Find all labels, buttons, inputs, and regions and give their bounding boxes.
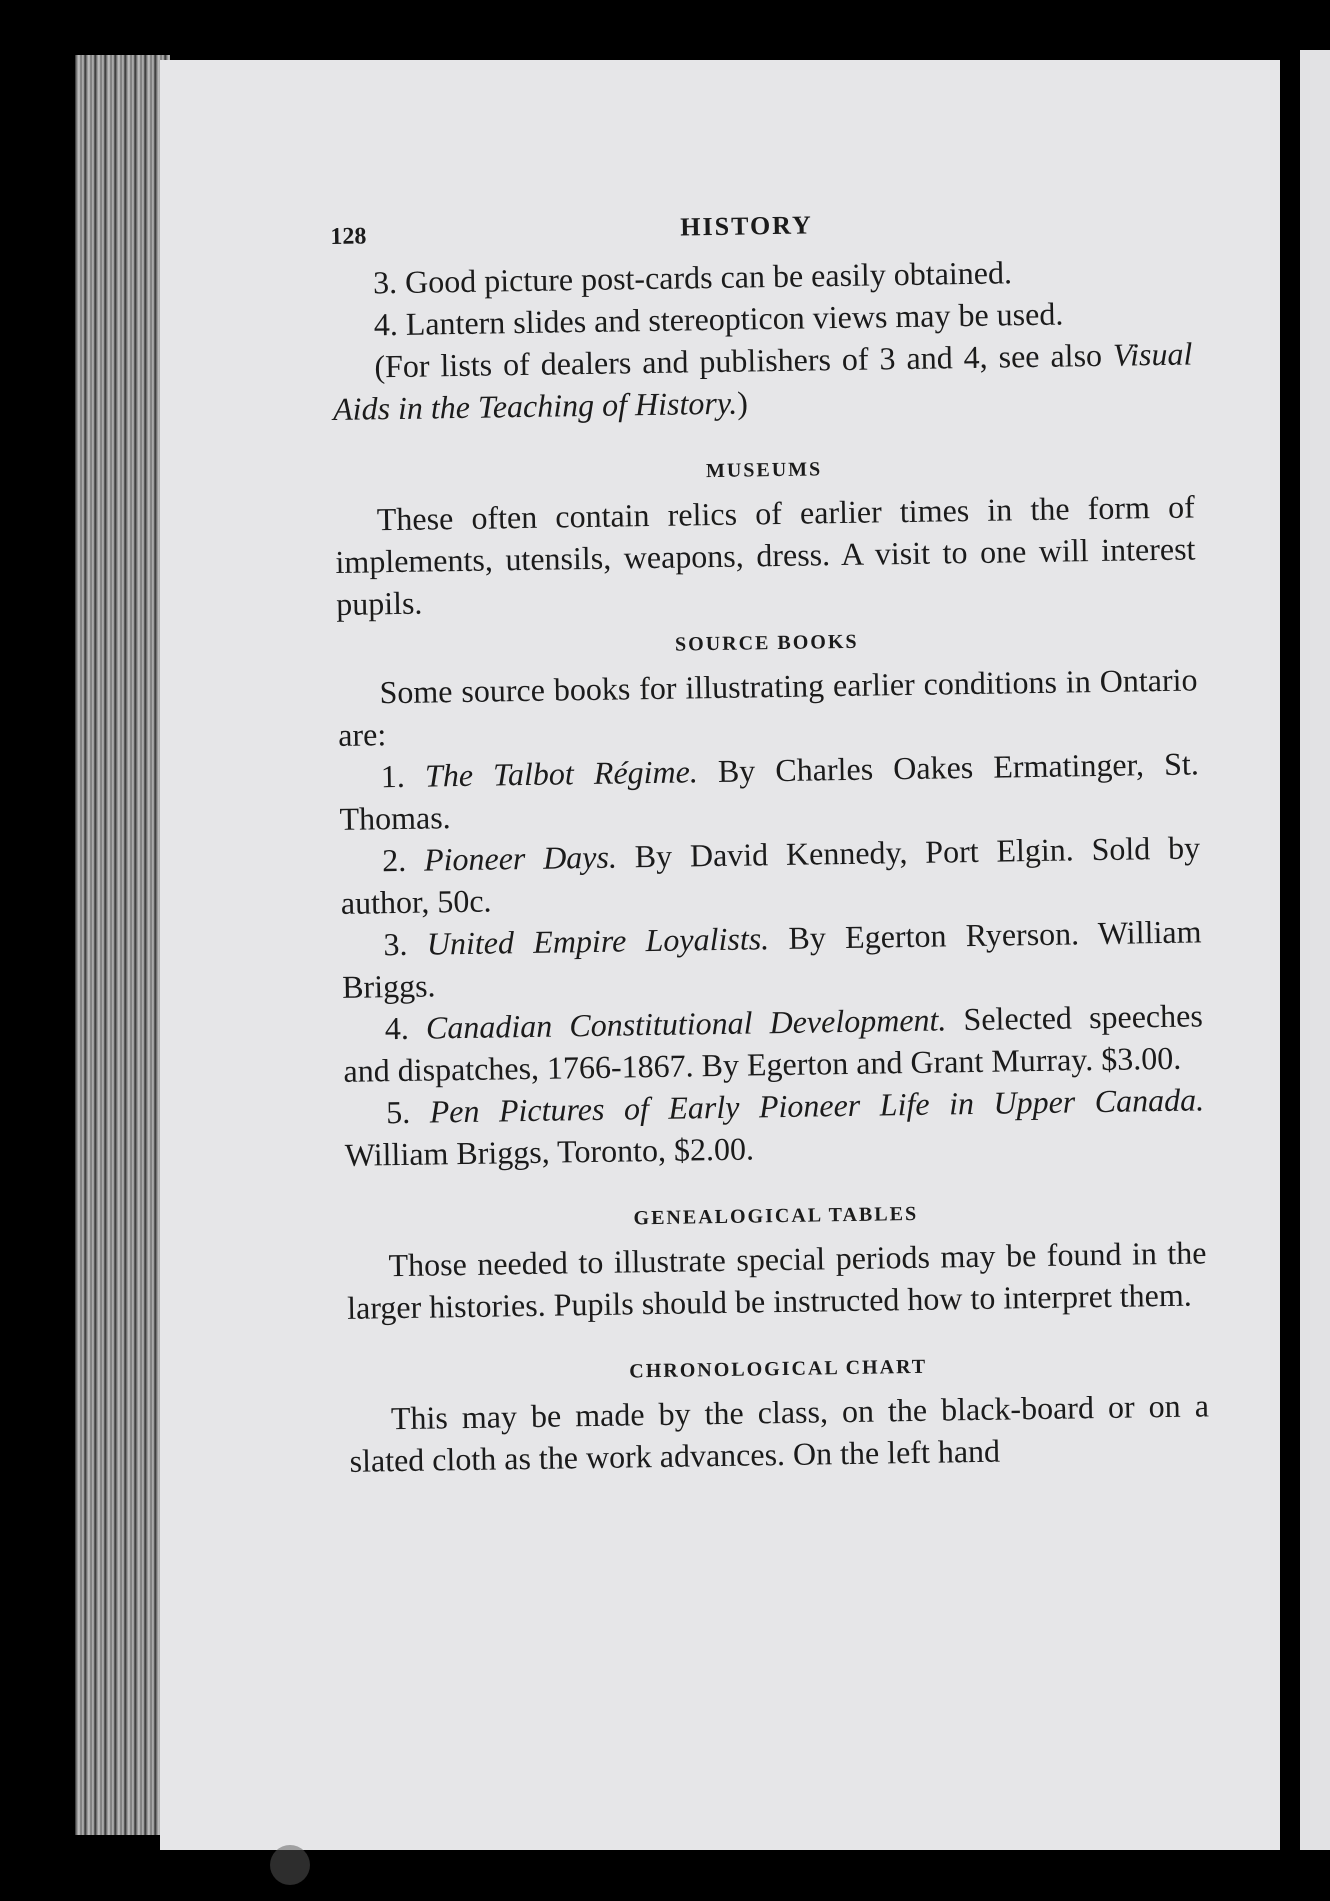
book-title: Canadian Constitutional Development. bbox=[425, 1001, 947, 1046]
genealogical-paragraph: Those needed to illustrate special periods may be found in the larger histories. Pupils should be instructed how to interpret them. bbox=[346, 1234, 1207, 1326]
item-number: 3. bbox=[383, 925, 428, 963]
book-title: Pen Pictures of Early Pioneer Life in Upper Canada. bbox=[429, 1081, 1205, 1130]
source-book-item bbox=[344, 1078, 1205, 1175]
source-book-item bbox=[340, 826, 1201, 923]
book-details: Selected speeches and dispatches, 1766-1867. By Egerton and Grant Murray. $3.00. bbox=[343, 997, 1204, 1089]
section-heading-museums: MUSEUMS bbox=[705, 458, 823, 483]
section-heading-chronological: CHRONOLOGICAL CHART bbox=[629, 1355, 928, 1383]
chronological-paragraph: This may be made by the class, on the black-board or on a slated cloth as the work advances. On the left hand bbox=[349, 1387, 1210, 1479]
source-book-item bbox=[341, 910, 1202, 1007]
running-title: HISTORY bbox=[680, 210, 814, 242]
book-title: United Empire Loyalists. bbox=[426, 920, 770, 962]
book-details: By Egerton Ryerson. William Briggs. bbox=[341, 913, 1202, 1005]
source-books-intro: Some source books for illustrating earlier conditions in Ontario are: bbox=[337, 661, 1198, 753]
item-number: 2. bbox=[381, 841, 425, 879]
note-close: ) bbox=[736, 384, 749, 421]
book-details: By David Kennedy, Port Elgin. Sold by author, 50c. bbox=[340, 829, 1201, 921]
note-paragraph bbox=[332, 332, 1193, 429]
book-details: William Briggs, Toronto, $2.00. bbox=[344, 1130, 755, 1173]
section-heading-source-books: SOURCE BOOKS bbox=[674, 630, 859, 656]
note-title: Visual Aids in the Teaching of History. bbox=[332, 335, 1193, 427]
book-page-edges bbox=[75, 55, 170, 1835]
list-item: 4. Lantern slides and stereopticon views may be used. bbox=[373, 295, 1064, 343]
museums-paragraph: These often contain relics of earlier times in the form of implements, utensils, weapons, dress. A visit to one will interest pupils. bbox=[335, 488, 1196, 622]
section-heading-genealogical: GENEALOGICAL TABLES bbox=[633, 1202, 919, 1230]
page-number: 128 bbox=[330, 223, 367, 250]
scan-smudge bbox=[270, 1845, 310, 1885]
list-item: 3. Good picture post-cards can be easily obtained. bbox=[372, 254, 1013, 301]
item-number: 4. bbox=[384, 1009, 427, 1047]
source-book-item bbox=[343, 994, 1204, 1091]
item-number: 1. bbox=[380, 757, 426, 795]
source-book-item bbox=[339, 742, 1200, 839]
page-content bbox=[330, 198, 1210, 1481]
book-title: Pioneer Days. bbox=[423, 838, 618, 878]
item-number: 5. bbox=[385, 1093, 430, 1131]
book-title: The Talbot Régime. bbox=[424, 753, 699, 794]
facing-page-edge bbox=[1300, 50, 1330, 1850]
book-details: By Charles Oakes Ermatinger, St. Thomas. bbox=[339, 745, 1200, 837]
note-text: (For lists of dealers and publishers of 3 and 4, see also bbox=[374, 336, 1114, 385]
